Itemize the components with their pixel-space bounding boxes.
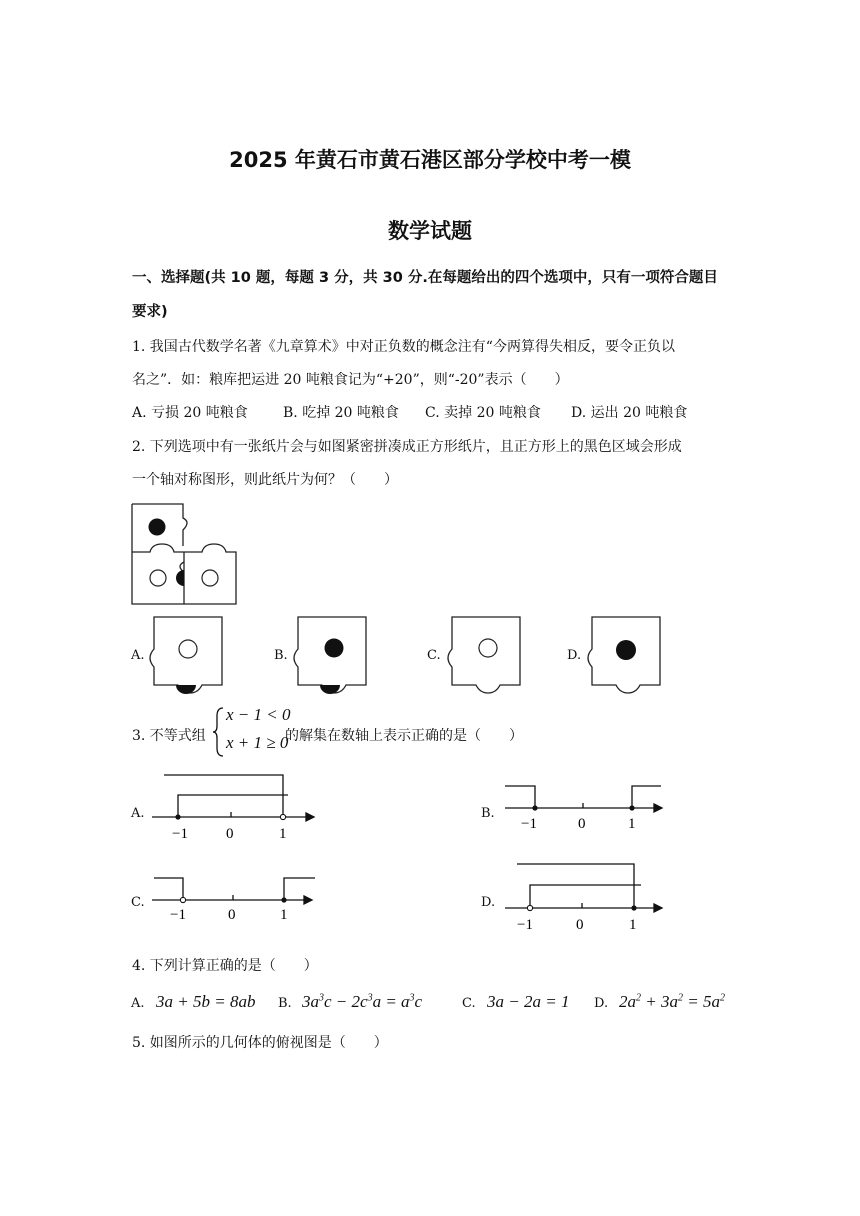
question-4-option-d-expr[interactable]: $2a^2 + 3a^2 = 5a^2$: [619, 992, 725, 1011]
question-5-stem: 5. 如图所示的几何体的俯视图是（ ）: [132, 1035, 388, 1051]
question-2-option-b-label[interactable]: B.: [274, 648, 288, 663]
question-4-option-a-expr[interactable]: 3a + 5b = 8ab: [156, 992, 256, 1011]
question-1-option-b[interactable]: B. 吃掉 20 吨粮食: [283, 405, 399, 421]
tick-label: 1: [279, 826, 287, 842]
question-1-option-c[interactable]: C. 卖掉 20 吨粮食: [425, 405, 541, 421]
question-1-option-a[interactable]: A. 亏损 20 吨粮食: [132, 405, 248, 421]
question-4-stem: 4. 下列计算正确的是（ ）: [132, 958, 318, 974]
tick-label: 1: [280, 907, 288, 923]
question-3-option-d-label[interactable]: D.: [481, 895, 496, 910]
tick-label: −1: [172, 826, 188, 842]
question-3-option-a-label[interactable]: A.: [131, 806, 145, 821]
question-1-stem: 1. 我国古代数学名著《九章算术》中对正负数的概念注有“今两算得失相反，要令正负以: [132, 339, 675, 355]
question-3-option-a-numberline[interactable]: [150, 770, 320, 845]
question-2-option-a-figure[interactable]: [146, 613, 226, 695]
system-brace: [213, 706, 225, 758]
tick-label: −1: [521, 816, 537, 832]
question-3-option-b-numberline[interactable]: [503, 780, 673, 842]
question-1-option-d[interactable]: D. 运出 20 吨粮食: [571, 405, 688, 421]
page-title: 2025 年黄石市黄石港区部分学校中考一模: [229, 148, 631, 172]
inequality-2: x + 1 ≥ 0: [226, 733, 289, 752]
question-4-option-c-label[interactable]: C.: [462, 996, 476, 1011]
tick-label: 1: [629, 917, 637, 933]
question-2-main-figure: [128, 500, 240, 608]
question-2-option-c-figure[interactable]: [444, 613, 524, 695]
question-3-suffix: 的解集在数轴上表示正确的是（ ）: [285, 728, 523, 744]
tick-label: 0: [576, 917, 584, 933]
question-2-option-d-figure[interactable]: [584, 613, 664, 695]
question-4-option-b-label[interactable]: B.: [278, 996, 292, 1011]
question-4-option-d-label[interactable]: D.: [594, 996, 609, 1011]
question-4-option-c-expr[interactable]: 3a − 2a = 1: [487, 992, 570, 1011]
question-4-option-a-label[interactable]: A.: [131, 996, 145, 1011]
tick-label: 0: [228, 907, 236, 923]
question-2-option-b-figure[interactable]: [290, 613, 370, 695]
tick-label: 0: [578, 816, 586, 832]
question-2-stem: 2. 下列选项中有一张纸片会与如图紧密拼凑成正方形纸片，且正方形上的黑色区域会形成: [132, 439, 682, 455]
question-3-option-c-numberline[interactable]: [150, 870, 320, 930]
tick-label: −1: [517, 917, 533, 933]
question-2-option-a-label[interactable]: A.: [131, 648, 145, 663]
section-heading-cont: 要求): [132, 304, 168, 320]
question-1-stem-cont: 名之”．如：粮库把运进 20 吨粮食记为“+20”，则“-20”表示（ ）: [132, 372, 569, 388]
question-2-stem-cont: 一个轴对称图形，则此纸片为何？（ ）: [132, 472, 398, 488]
question-2-option-d-label[interactable]: D.: [567, 648, 582, 663]
tick-label: 1: [628, 816, 636, 832]
question-4-option-b-expr[interactable]: $3a^3c - 2c^3a = a^3c$: [302, 992, 423, 1011]
section-heading: 一、选择题(共 10 题，每题 3 分，共 30 分.在每题给出的四个选项中，只有一项符合题目: [132, 270, 718, 286]
page-subtitle: 数学试题: [388, 219, 472, 243]
tick-label: −1: [170, 907, 186, 923]
question-3-prefix: 3. 不等式组: [132, 728, 206, 744]
question-3-option-d-numberline[interactable]: [503, 856, 673, 936]
question-3-option-b-label[interactable]: B.: [481, 806, 495, 821]
question-3-option-c-label[interactable]: C.: [131, 895, 145, 910]
tick-label: 0: [226, 826, 234, 842]
inequality-1: x − 1 < 0: [226, 705, 291, 724]
question-2-option-c-label[interactable]: C.: [427, 648, 441, 663]
